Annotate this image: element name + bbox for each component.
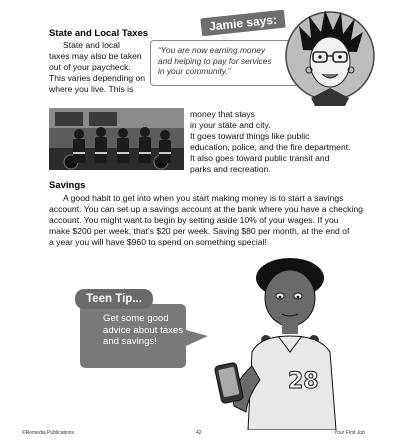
- jamie-says-tag: Jamie says:: [200, 10, 285, 37]
- quote-line: “You are now earning money: [158, 45, 266, 55]
- text-line: It goes toward things like public: [190, 131, 310, 141]
- text-line: education, police, and the fire department.: [190, 142, 351, 152]
- text-line: out of your paycheck.: [49, 62, 131, 72]
- tip-line: advice about taxes: [103, 324, 184, 336]
- text-line: A good habit to get into when you start making money is to start a savings: [63, 193, 344, 203]
- teen-tip-tag: Teen Tip...: [75, 289, 153, 309]
- footer-book-title: Your First Job: [334, 430, 365, 436]
- footer-publisher: ©Remedia Publications: [22, 430, 75, 436]
- text-line: account. You can set up a savings account at the bank where you have a checking: [49, 204, 363, 214]
- teen-tip-text: [103, 313, 203, 348]
- boy-with-phone-icon: [200, 256, 360, 430]
- tip-line: Get some good: [103, 313, 169, 324]
- state-local-taxes-heading: State and Local Taxes: [49, 28, 149, 39]
- text-line: make $200 per week, that’s $20 per week. Saving $80 per month, at the end of: [49, 226, 350, 236]
- jamie-quote: [158, 45, 298, 77]
- text-line: parks and recreation.: [190, 164, 271, 174]
- text-line: a year you will have $960 to spend on something special!: [49, 237, 267, 247]
- text-line: money that stays: [190, 109, 255, 119]
- text-line: State and local: [63, 40, 120, 50]
- text-line: It also goes toward public transit and: [190, 153, 330, 163]
- tip-line: and savings!: [103, 336, 157, 348]
- text-line: account. You might want to begin by setting aside 10% of your wages. If you: [49, 215, 339, 225]
- footer-page-number: 42: [196, 430, 202, 436]
- quote-line: in your community.”: [158, 66, 231, 76]
- text-line: taxes may also be taken: [49, 51, 142, 61]
- jersey-number: 28: [288, 369, 319, 394]
- text-line: where you live. This is: [49, 84, 134, 94]
- text-line: in your state and city.: [190, 120, 271, 130]
- state-local-taxes-paragraph-bottom: [190, 109, 370, 175]
- savings-paragraph: [49, 193, 369, 248]
- jamie-portrait-icon: [285, 6, 375, 110]
- savings-heading: Savings: [49, 180, 86, 191]
- firefighters-photo: [49, 108, 184, 170]
- text-line: This varies depending on: [49, 73, 146, 83]
- quote-line: and helping to pay for services: [158, 55, 272, 66]
